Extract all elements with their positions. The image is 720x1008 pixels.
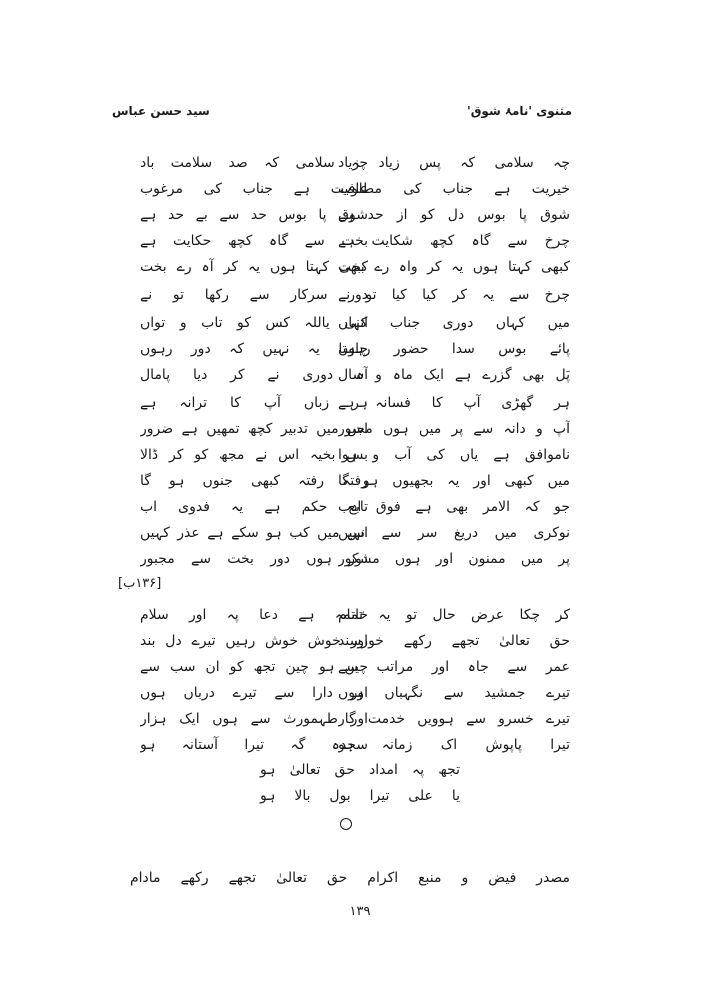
misra-first: شوق پا بوس دل کو از حد ہے — [338, 207, 570, 223]
misra-second: دور ہوں دور بخت سے مجبور — [140, 551, 368, 567]
couplet — [0, 522, 720, 548]
misra-second: چین ہو چین تجھ کو ان سب سے — [140, 659, 368, 675]
misra-second: دور سرکار سے رکھا تو نے — [140, 287, 368, 303]
centered-verse-text: تجھ پہ امداد حق تعالیٰ ہو — [260, 762, 460, 778]
folio-marker: [۱۳۶ب] — [118, 576, 162, 591]
misra-first: آپ و دانہ سے پر میں ہوں مجبور — [338, 421, 570, 437]
misra-first: تیرے جمشید سے نگہباں ہوں — [338, 685, 570, 701]
couplet — [0, 256, 720, 282]
misra-first: پَل بھی گزرے ہے ایک ماہ و سال — [338, 367, 570, 383]
verse-end-circle-icon — [340, 818, 352, 830]
couplet — [0, 338, 720, 364]
misra-second: شوق پا بوس حد سے بے حد ہے — [140, 207, 368, 223]
misra-second: اس میں کب ہو سکے ہے عذر کہیں — [140, 525, 368, 541]
misra-first: جو کہ الامر بھی ہے فوق ادب — [338, 499, 570, 515]
misra-second: اور طہمورث سے ہوں ایک ہزار — [140, 711, 368, 727]
misra-second: اتنی یاللہ کس کو تاب و تواں — [140, 315, 368, 331]
misra-second: خاتمہ ہے دعا پہ اور سلام — [140, 607, 368, 623]
couplet — [0, 604, 720, 630]
couplet — [0, 312, 720, 338]
misra-second: کبھی کہتا ہوں یہ کر آہ رے بخت — [140, 259, 368, 275]
misra-first: پائے بوس سدا حضور رہوں — [338, 341, 570, 357]
misra-second: بخت سے گاہ کچھ حکایت ہے — [140, 233, 368, 249]
misra-first: میں کبھی اور یہ بجھیوں ہو گا — [338, 473, 570, 489]
couplet — [0, 470, 720, 496]
couplet — [0, 548, 720, 574]
couplet — [0, 152, 720, 178]
misra-first: نوکری میں دریغ سر سے نہیں — [338, 525, 570, 541]
misra-second: سجدہ گہ تیرا آستانہ ہو — [140, 737, 368, 753]
couplet — [0, 734, 720, 760]
misra-first: کبھی کہتا ہوں یہ کر واہ رے بخت — [338, 259, 570, 275]
couplet — [0, 392, 720, 418]
couplet — [0, 284, 720, 310]
misra-second: چہ سلامی کہ صد سلامت باد — [140, 155, 368, 171]
misra-first: چرخ سے گاہ کچھ شکایت ہے — [338, 233, 570, 249]
misra-second: اور خوش خوش رہیں تیرے دل بند — [140, 633, 368, 649]
misra-second: تابع حکم ہے یہ فدوی اب — [140, 499, 368, 515]
couplet — [0, 682, 720, 708]
misra-first: ہر گھڑی آپ کا فسانہ ہے — [338, 395, 570, 411]
centered-verse-text: یا علی تیرا بول بالا ہو — [260, 788, 460, 804]
couplet — [0, 444, 720, 470]
misra-second: اور دارا سے تیرے درباں ہوں — [140, 685, 368, 701]
misra-second: چاہتا یہ نہیں کہ دور رہوں — [140, 341, 368, 357]
running-header-author: سید حسن عباس — [112, 104, 210, 118]
couplet — [0, 230, 720, 256]
misra-first: تیرے خسرو سے ہوویں خدمت گار — [338, 711, 570, 727]
couplet — [0, 418, 720, 444]
misra-first: پر میں ممنون اور ہوں مشکور — [338, 551, 570, 567]
misra-second: عافیت ہے جناب کی مرغوب — [140, 181, 368, 197]
misra-first: ناموافق ہے یاں کی آب و ہوا — [338, 447, 570, 463]
misra-second: اس میں تدبیر کچھ تمھیں ہے ضرور — [140, 421, 368, 437]
closing-verse: مصدر فیض و منبع اکرام حق تعالیٰ تجھے رکھے مادام — [130, 870, 570, 886]
misra-first: میں کہاں دوری جناب کہاں — [338, 315, 570, 331]
couplet — [0, 364, 720, 390]
misra-first: کر چکا عرض حال تو یہ تمام — [338, 607, 570, 623]
misra-first: چہ سلامی کہ پس زیاد زیاد — [338, 155, 570, 171]
misra-first: عمر سے جاہ اور مراتب سے — [338, 659, 570, 675]
centered-verse — [0, 762, 720, 778]
misra-second: بس بخیہ اس نے مجھ کو کر ڈالا — [140, 447, 368, 463]
misra-first: تیرا پاپوش اک زمانہ ہو — [338, 737, 570, 753]
couplet — [0, 708, 720, 734]
couplet — [0, 496, 720, 522]
running-header-title: مثنوی 'نامۂ شوق' — [467, 104, 572, 118]
misra-second: آہ دوری نے کر دیا پامال — [140, 367, 368, 383]
couplet — [0, 656, 720, 682]
page-number: ۱۳۹ — [349, 904, 371, 919]
misra-first: چرخ سے یہ کر کیا کیا تو نے — [338, 287, 570, 303]
centered-verse — [0, 788, 720, 804]
misra-second: ہر زباں آپ کا ترانہ ہے — [140, 395, 368, 411]
misra-first: حق تعالیٰ تجھے رکھے خورسند — [338, 633, 570, 649]
misra-second: رفتہ رفتہ کبھی جنوں ہو گا — [140, 473, 368, 489]
misra-first: خیریت ہے جناب کی مطلوب — [338, 181, 570, 197]
couplet — [0, 178, 720, 204]
couplet — [0, 204, 720, 230]
couplet — [0, 630, 720, 656]
